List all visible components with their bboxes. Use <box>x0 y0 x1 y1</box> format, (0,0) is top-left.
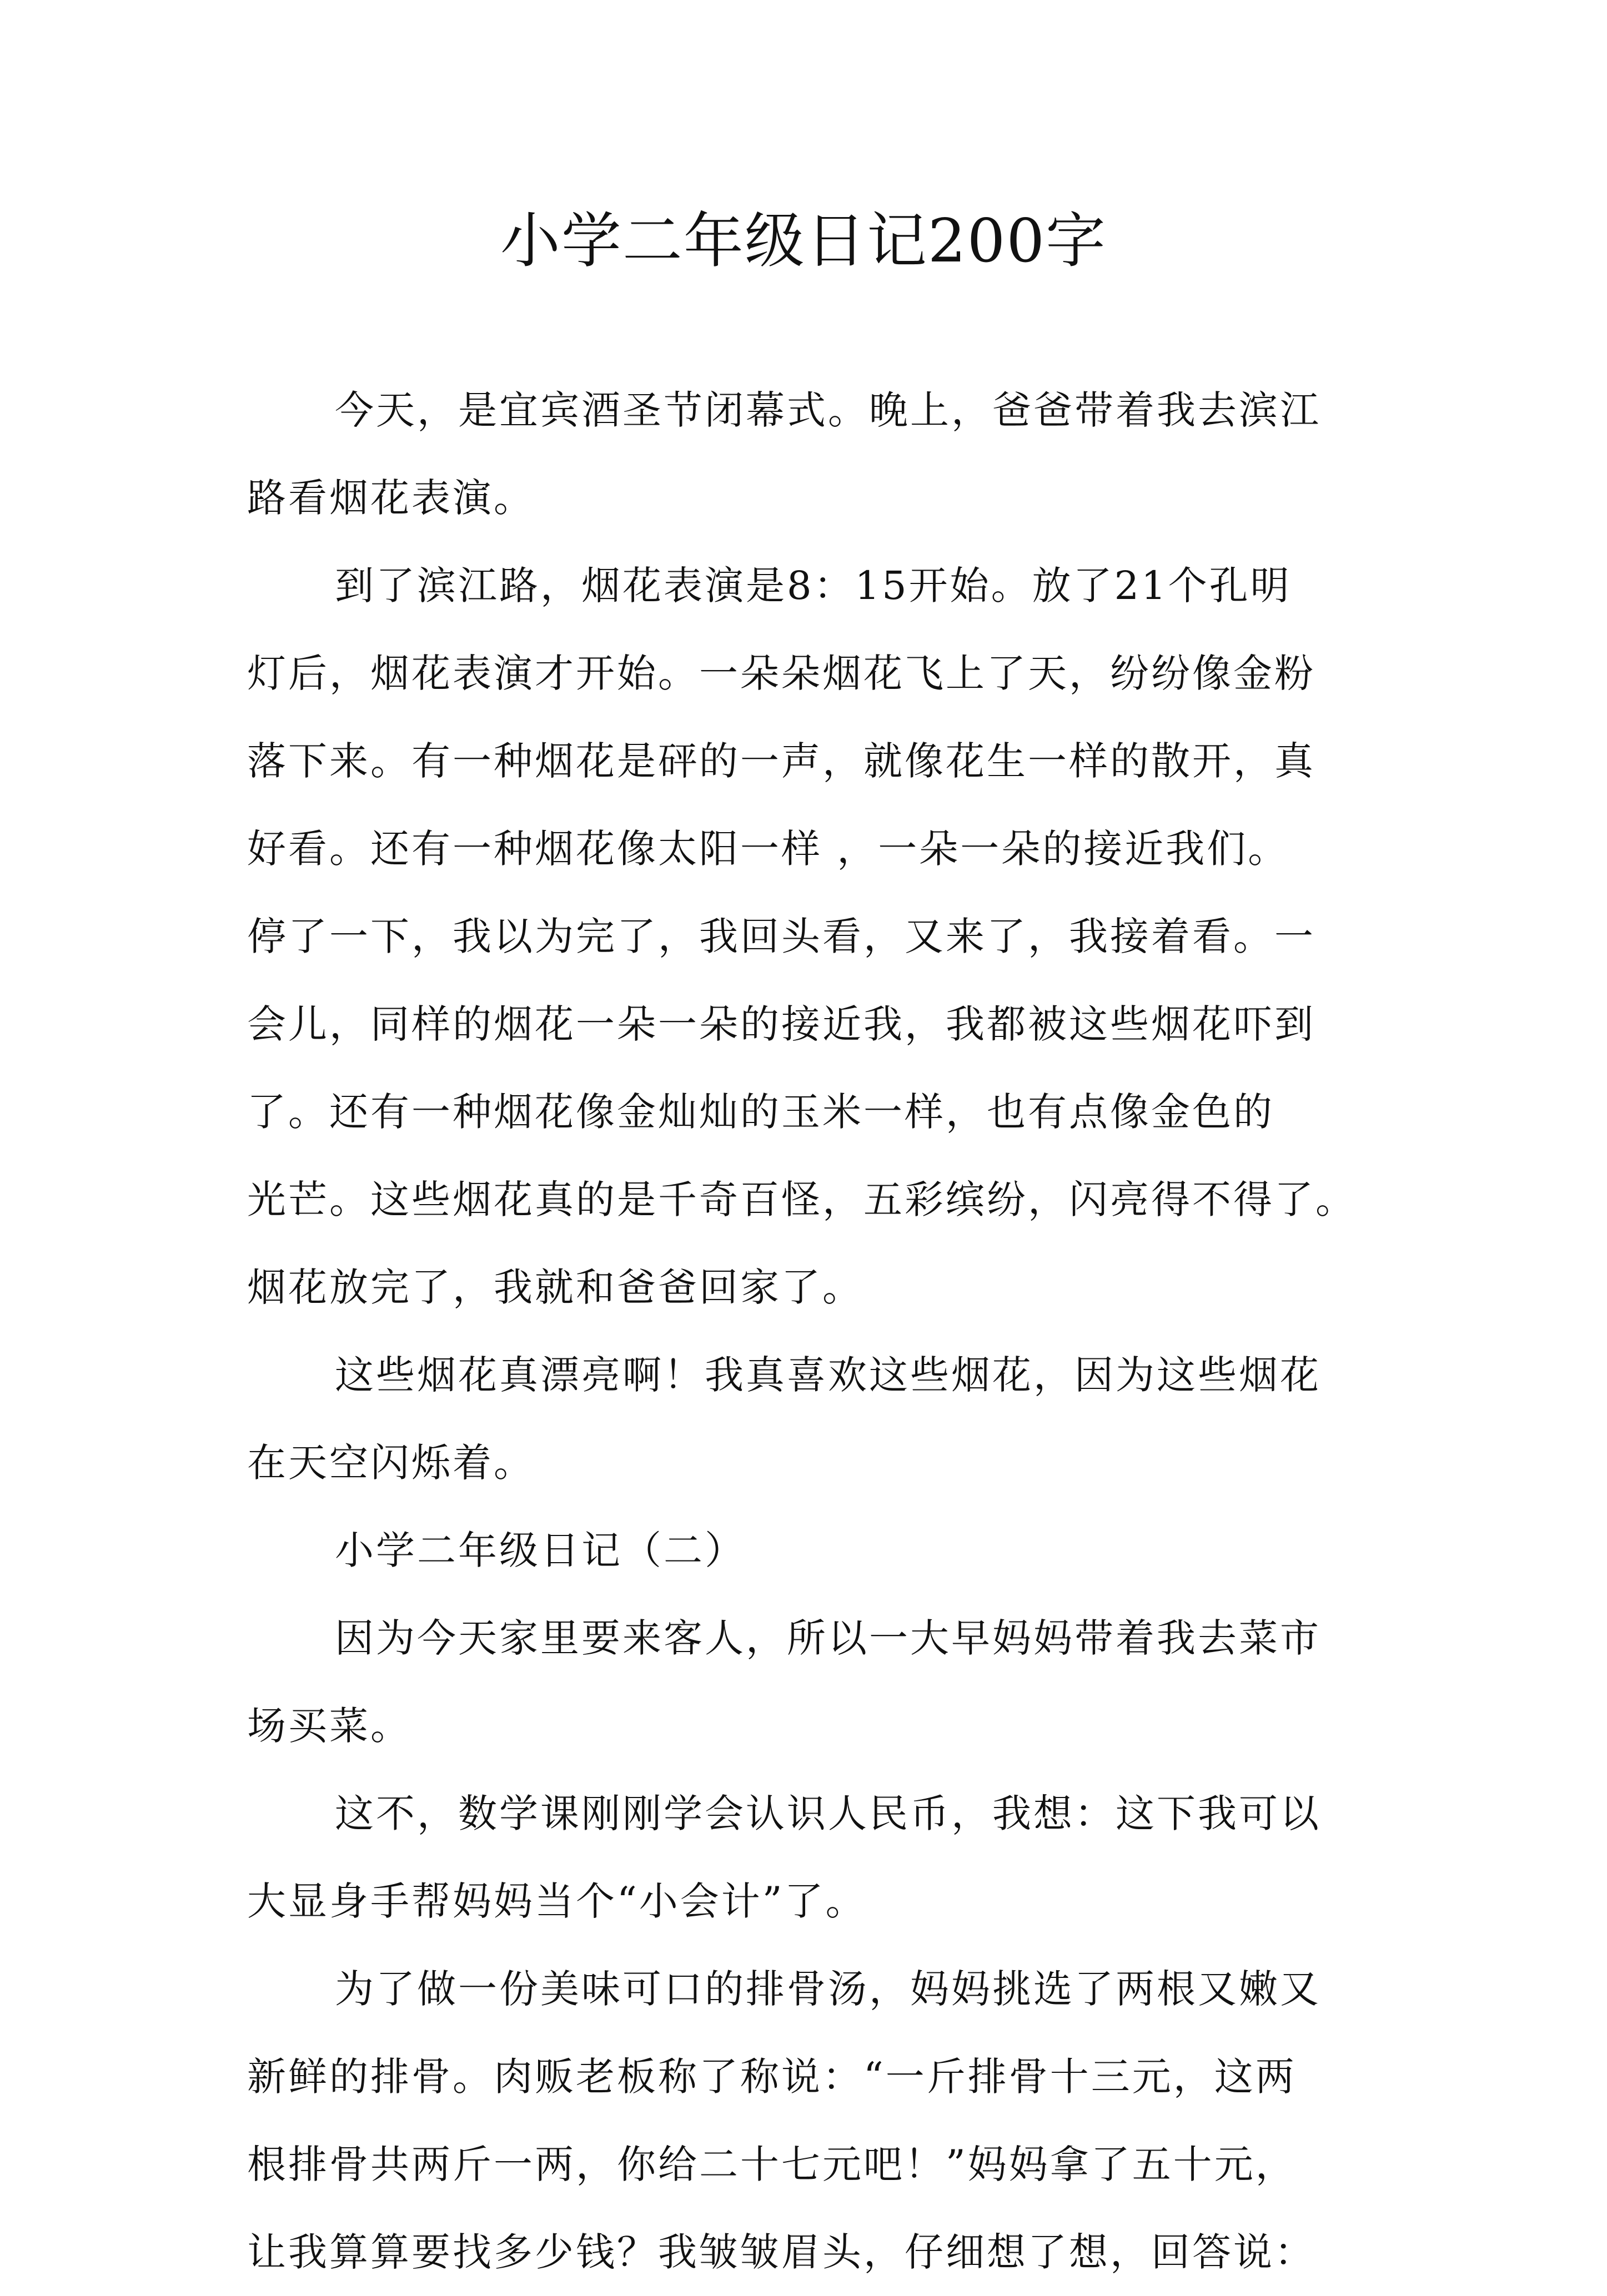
text-line: 落下来。有一种烟花是砰的一声，就像花生一样的散开，真 <box>247 738 1315 784</box>
text-line: 大显身手帮妈妈当个“小会计”了。 <box>247 1879 867 1924</box>
text-line: 光芒。这些烟花真的是千奇百怪，五彩缤纷，闪亮得不得了。 <box>247 1177 1357 1222</box>
text-line: 灯后，烟花表演才开始。一朵朵烟花飞上了天，纷纷像金粉 <box>247 651 1315 696</box>
text-line: 到了滨江路，烟花表演是8：15开始。放了21个孔明 <box>335 563 1292 608</box>
document-body <box>247 366 1369 2296</box>
text-line: 停了一下，我以为完了，我回头看，又来了，我接着看。一 <box>247 914 1315 959</box>
text-line: 让我算算要找多少钱？我皱皱眉头，仔细想了想，回答说： <box>247 2229 1315 2275</box>
text-line: 因为今天家里要来客人，所以一大早妈妈带着我去菜市 <box>335 1615 1321 1661</box>
text-line: 会儿，同样的烟花一朵一朵的接近我，我都被这些烟花吓到 <box>247 1001 1315 1047</box>
text-line: 场买菜。 <box>247 1703 411 1749</box>
text-line: 烟花放完了，我就和爸爸回家了。 <box>247 1265 863 1310</box>
document-title: 小学二年级日记200字 <box>500 207 1107 276</box>
text-line: 根排骨共两斤一两，你给二十七元吧！”妈妈拿了五十元， <box>247 2142 1297 2187</box>
text-line: 为了做一份美味可口的排骨汤，妈妈挑选了两根又嫩又 <box>335 1966 1321 2012</box>
text-line: 小学二年级日记（二） <box>335 1528 746 1573</box>
text-line: 这不，数学课刚刚学会认识人民币，我想：这下我可以 <box>335 1791 1321 1836</box>
text-line: 这些烟花真漂亮啊！我真喜欢这些烟花，因为这些烟花 <box>335 1352 1321 1398</box>
text-line: 在天空闪烁着。 <box>247 1440 535 1486</box>
text-line: 好看。还有一种烟花像太阳一样 ，一朵一朵的接近我们。 <box>247 826 1289 872</box>
text-line: 今天，是宜宾酒圣节闭幕式。晚上，爸爸带着我去滨江 <box>335 387 1321 433</box>
text-line: 新鲜的排骨。肉贩老板称了称说：“一斤排骨十三元，这两 <box>247 2054 1297 2099</box>
text-line: 了。还有一种烟花像金灿灿的玉米一样，也有点像金色的 <box>247 1089 1274 1135</box>
text-line: 路看烟花表演。 <box>247 475 535 521</box>
